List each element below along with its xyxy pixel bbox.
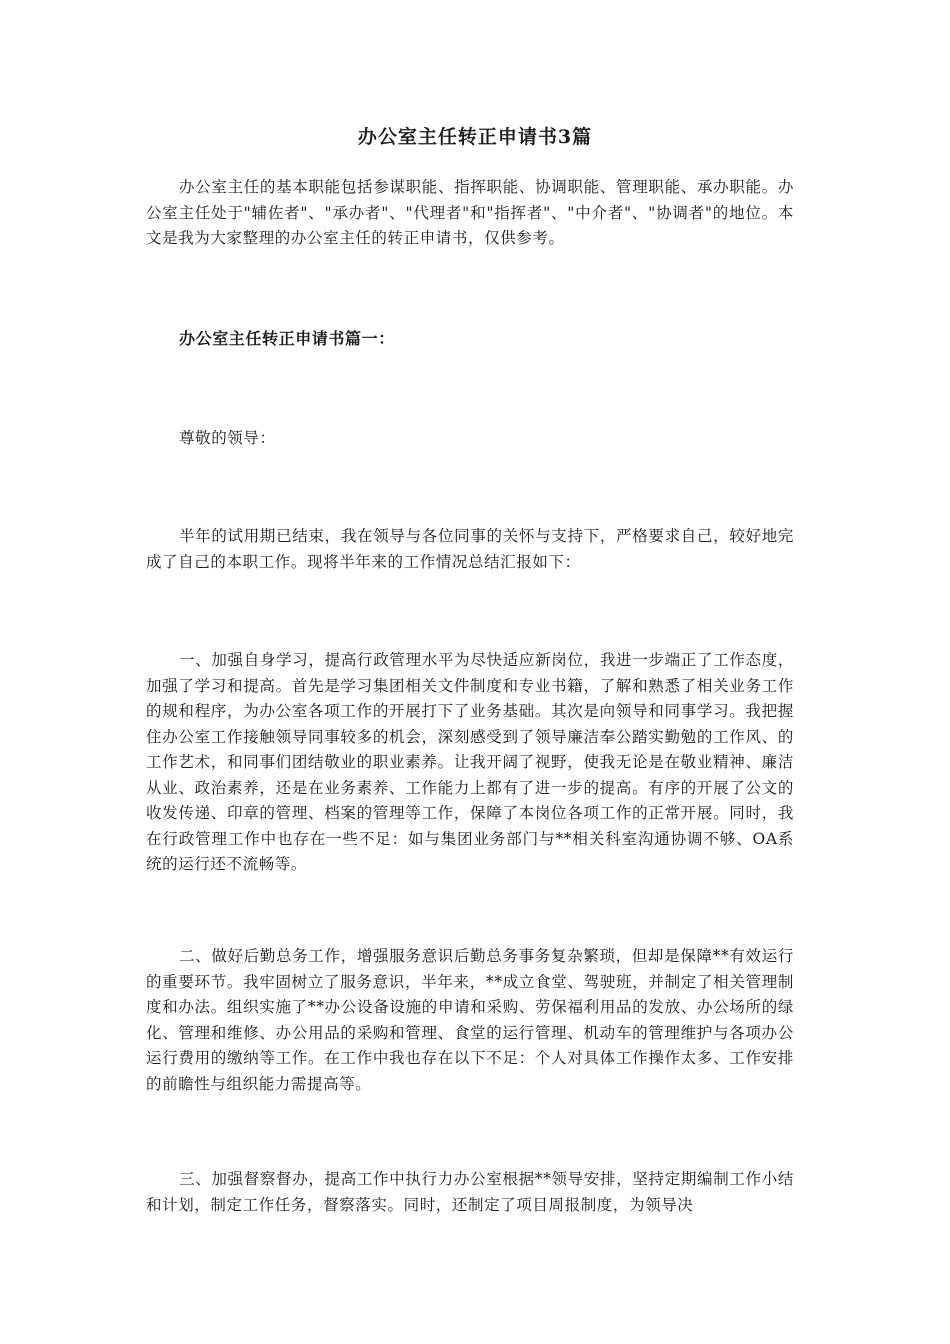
body-paragraph-4: 三、加强督察督办，提高工作中执行力办公室根据**领导安排，坚持定期编制工作小结和计划，制定工作任务，督察落实。同时，还制定了项目周报制度，为领导决 xyxy=(146,1170,794,1214)
intro-paragraph: 办公室主任的基本职能包括参谋职能、指挥职能、协调职能、管理职能、承办职能。办公室主任处于"辅佐者"、"承办者"、"代理者"和"指挥者"、"中介者"、"协调者"的地位。本文是我为大家整理的办公室主任的转正申请书，仅供参考。 xyxy=(146,178,794,247)
body-paragraph-2: 一、加强自身学习，提高行政管理水平为尽快适应新岗位，我进一步端正了工作态度，加强了学习和提高。首先是学习集团相关文件制度和专业书籍，了解和熟悉了相关业务工作的规和程序，为办公室各项工作的开展打下了业务基础。其次是向领导和同事学习。我把握住办公室工作接触领导同事较多的机会，深刻感受到了领导廉洁奉公踏实勤勉的工作风、的工作艺术，和同事们团结敬业的职业素养。让我开阔了视野，使我无论是在敬业精神、廉洁从业、政治素养，还是在业务素养、工作能力上都有了进一步的提高。有序的开展了公文的收发传递、印章的管理、档案的管理等工作，保障了本岗位各项工作的正常开展。同时，我在行政管理工作中也存在一些不足：如与集团业务部门与**相关科室沟通协调不够、OA系统的运行还不流畅等。 xyxy=(146,651,794,873)
salutation: 尊敬的领导： xyxy=(179,429,276,447)
section-heading: 办公室主任转正申请书篇一： xyxy=(179,329,395,348)
body-paragraph-3: 二、做好后勤总务工作，增强服务意识后勤总务事务复杂繁琐，但却是保障**有效运行的重要环节。我牢固树立了服务意识，半年来，**成立食堂、驾驶班，并制定了相关管理制度和办法。组织实施了**办公设备设施的申请和采购、劳保福利用品的发放、办公场所的绿化、管理和维修、办公用品的采购和管理、食堂的运行管理、机动车的管理维护与各项办公运行费用的缴纳等工作。在工作中我也存在以下不足：个人对具体工作操作太多、工作安排的前瞻性与组织能力需提高等。 xyxy=(146,947,794,1093)
body-paragraph-1: 半年的试用期已结束，我在领导与各位同事的关怀与支持下，严格要求自己，较好地完成了自己的本职工作。现将半年来的工作情况总结汇报如下： xyxy=(146,527,794,571)
document-title: 办公室主任转正申请书3篇 xyxy=(357,126,593,148)
